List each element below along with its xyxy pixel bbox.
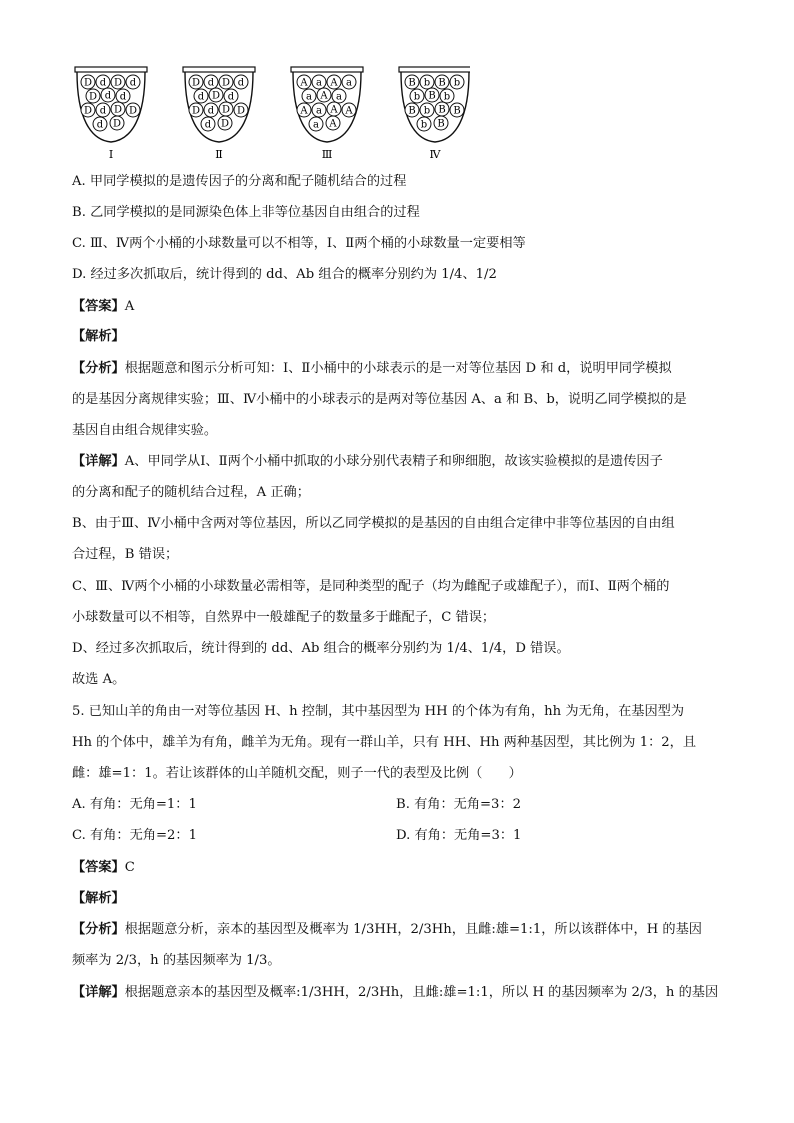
ball-letter: a (346, 77, 352, 89)
xiangjie-line-6: 小球数量可以不相等，自然界中一般雄配子的数量多于雌配子，C 错误； (72, 610, 496, 625)
ball-letter: A (320, 90, 328, 102)
analysis-tag: 【解析】 (72, 329, 125, 344)
xiangjie-line-7: D、经过多次抓取后，统计得到的 dd、Ab 组合的概率分别约为 1/4、1/4，D 错误。 (72, 641, 570, 656)
option-c: C. Ⅲ、Ⅳ两个小桶的小球数量可以不相等，Ⅰ、Ⅱ两个桶的小球数量一定要相等 (72, 236, 526, 251)
q5-analysis-tag: 【解析】 (72, 891, 125, 906)
ball-letter: A (345, 105, 353, 117)
bucket-label: Ⅱ (215, 148, 223, 161)
ball-letter: A (330, 104, 338, 116)
ball-letter: B (453, 105, 461, 117)
q5-option-b: B. 有角：无角=3：2 (396, 797, 522, 812)
answer-tag: 【答案】 (72, 299, 125, 314)
bucket-rim (399, 67, 470, 72)
analysis-heading (72, 327, 125, 347)
q5-answer-tag: 【答案】 (72, 860, 125, 875)
ball-letter: B (438, 104, 446, 116)
ball-letter: D (220, 118, 230, 130)
bucket-label: Ⅲ (321, 148, 333, 161)
q5-fenxi-line-2: 频率为 2/3，h 的基因频率为 1/3。 (72, 953, 281, 968)
answer-line (72, 297, 134, 317)
ball-letter: a (316, 105, 322, 117)
xiangjie-line-4: 合过程，B 错误； (72, 547, 179, 562)
ball-letter: d (99, 105, 107, 117)
ball-letter: d (204, 119, 212, 131)
question-5-line-3: 雌：雄=1：1。若让该群体的山羊随机交配，则子一代的表型及比例（ ） (72, 766, 522, 781)
ball-letter: D (83, 105, 93, 117)
ball-letter: A (330, 77, 338, 89)
xiangjie-line-2: 的分离和配子的随机结合过程，A 正确； (72, 485, 310, 500)
ball-letter: B (428, 90, 436, 102)
q5-option-c: C. 有角：无角=2：1 (72, 828, 197, 843)
ball-letter: B (438, 77, 446, 89)
ball-letter: b (423, 77, 431, 89)
fenxi-line-1: 【分析】根据题意和图示分析可知：Ⅰ、Ⅱ小桶中的小球表示的是一对等位基因 D 和 d，说明甲同学模拟 (72, 361, 672, 376)
xiangjie-tag: 【详解】 (72, 454, 125, 469)
option-b: B. 乙同学模拟的是同源染色体上非等位基因自由组合的过程 (72, 205, 420, 220)
ball-letter: b (420, 119, 428, 131)
ball-letter: d (207, 77, 215, 89)
q5-analysis-heading (72, 889, 125, 909)
fenxi-line-2: 的是基因分离规律实验；Ⅲ、Ⅳ小桶中的小球表示的是两对等位基因 A、a 和 B、b，说明乙同学模拟的是 (72, 392, 687, 407)
ball-letter: D (83, 77, 93, 89)
ball-letter: a (316, 77, 322, 89)
ball-letter: d (227, 91, 235, 103)
fenxi-line-3: 基因自由组合规律实验。 (72, 423, 218, 438)
q5-fenxi-line-1: 【分析】根据题意分析，亲本的基因型及概率为 1/3HH，2/3Hh，且雌:雄=1:1，所以该群体中，H 的基因 (72, 922, 702, 937)
option-a: A. 甲同学模拟的是遗传因子的分离和配子随机结合的过程 (72, 174, 407, 189)
ball-letter: A (300, 105, 308, 117)
option-d: D. 经过多次抓取后，统计得到的 dd、Ab 组合的概率分别约为 1/4、1/2 (72, 267, 497, 282)
ball-letter: B (437, 118, 445, 130)
ball-letter: b (423, 105, 431, 117)
bucket-1 (75, 67, 147, 161)
answer-value: A (124, 299, 135, 314)
ball-letter: d (96, 119, 104, 131)
q5-answer-value: C (124, 860, 135, 875)
xiangjie-line-5: C、Ⅲ、Ⅳ两个小桶的小球数量必需相等，是同种类型的配子（均为雌配子或雄配子），而Ⅰ、Ⅱ两个桶的 (72, 579, 670, 594)
bucket-3 (291, 67, 363, 161)
ball-letter: D (128, 105, 138, 117)
ball-letter: D (112, 118, 122, 130)
ball-letter: d (197, 91, 205, 103)
q5-xiangjie-tag: 【详解】 (72, 985, 125, 1000)
q5-fenxi-tag: 【分析】 (72, 922, 125, 937)
ball-letter: D (221, 104, 231, 116)
ball-letter: A (329, 118, 337, 130)
bucket-rim (183, 67, 255, 72)
fenxi-tag: 【分析】 (72, 361, 125, 376)
ball-letter: B (408, 105, 416, 117)
ball-letter: b (453, 77, 461, 89)
ball-letter: a (336, 91, 342, 103)
ball-letter: d (104, 90, 112, 102)
q5-xiangjie-line-1: 【详解】根据题意亲本的基因型及概率:1/3HH，2/3Hh，且雌:雄=1:1，所以 H 的基因频率为 2/3，h 的基因 (72, 985, 719, 1000)
conclusion-line: 故选 A。 (72, 672, 126, 687)
ball-letter: D (191, 77, 201, 89)
bucket-label: Ⅰ (108, 148, 114, 161)
xiangjie-line-3: B、由于Ⅲ、Ⅳ小桶中含两对等位基因，所以乙同学模拟的是基因的自由组合定律中非等位基因的自由组 (72, 516, 675, 531)
xiangjie-line-1: 【详解】A、甲同学从Ⅰ、Ⅱ两个小桶中抓取的小球分别代表精子和卵细胞，故该实验模拟的是遗传因子 (72, 454, 663, 469)
ball-letter: D (221, 77, 231, 89)
q5-option-d: D. 有角：无角=3：1 (396, 828, 522, 843)
ball-letter: D (88, 91, 98, 103)
ball-letter: d (237, 77, 245, 89)
q5-option-a: A. 有角：无角=1：1 (72, 797, 197, 812)
bucket-2 (183, 67, 255, 161)
ball-letter: D (113, 104, 123, 116)
question-5-line-1: 5. 已知山羊的角由一对等位基因 H、h 控制，其中基因型为 HH 的个体为有角，hh 为无角，在基因型为 (72, 704, 685, 719)
ball-letter: D (236, 105, 246, 117)
ball-letter: d (99, 77, 107, 89)
ball-letter: D (191, 105, 201, 117)
bucket-4 (399, 67, 470, 161)
ball-letter: d (119, 91, 127, 103)
q5-answer-line (72, 858, 135, 878)
ball-letter: d (207, 105, 215, 117)
ball-letter: b (413, 91, 421, 103)
ball-letter: d (129, 77, 137, 89)
bucket-rim (75, 67, 147, 72)
ball-letter: b (443, 91, 451, 103)
bucket-label: Ⅳ (429, 148, 441, 161)
ball-letter: B (408, 77, 416, 89)
ball-letter: a (306, 91, 312, 103)
bucket-rim (291, 67, 363, 72)
ball-letter: A (300, 77, 308, 89)
bucket-figure (70, 62, 470, 167)
ball-letter: D (211, 90, 221, 102)
ball-letter: D (113, 77, 123, 89)
question-5-line-2: Hh 的个体中，雄羊为有角，雌羊为无角。现有一群山羊，只有 HH、Hh 两种基因型，其比例为 1：2，且 (72, 735, 697, 750)
ball-letter: a (313, 119, 319, 131)
